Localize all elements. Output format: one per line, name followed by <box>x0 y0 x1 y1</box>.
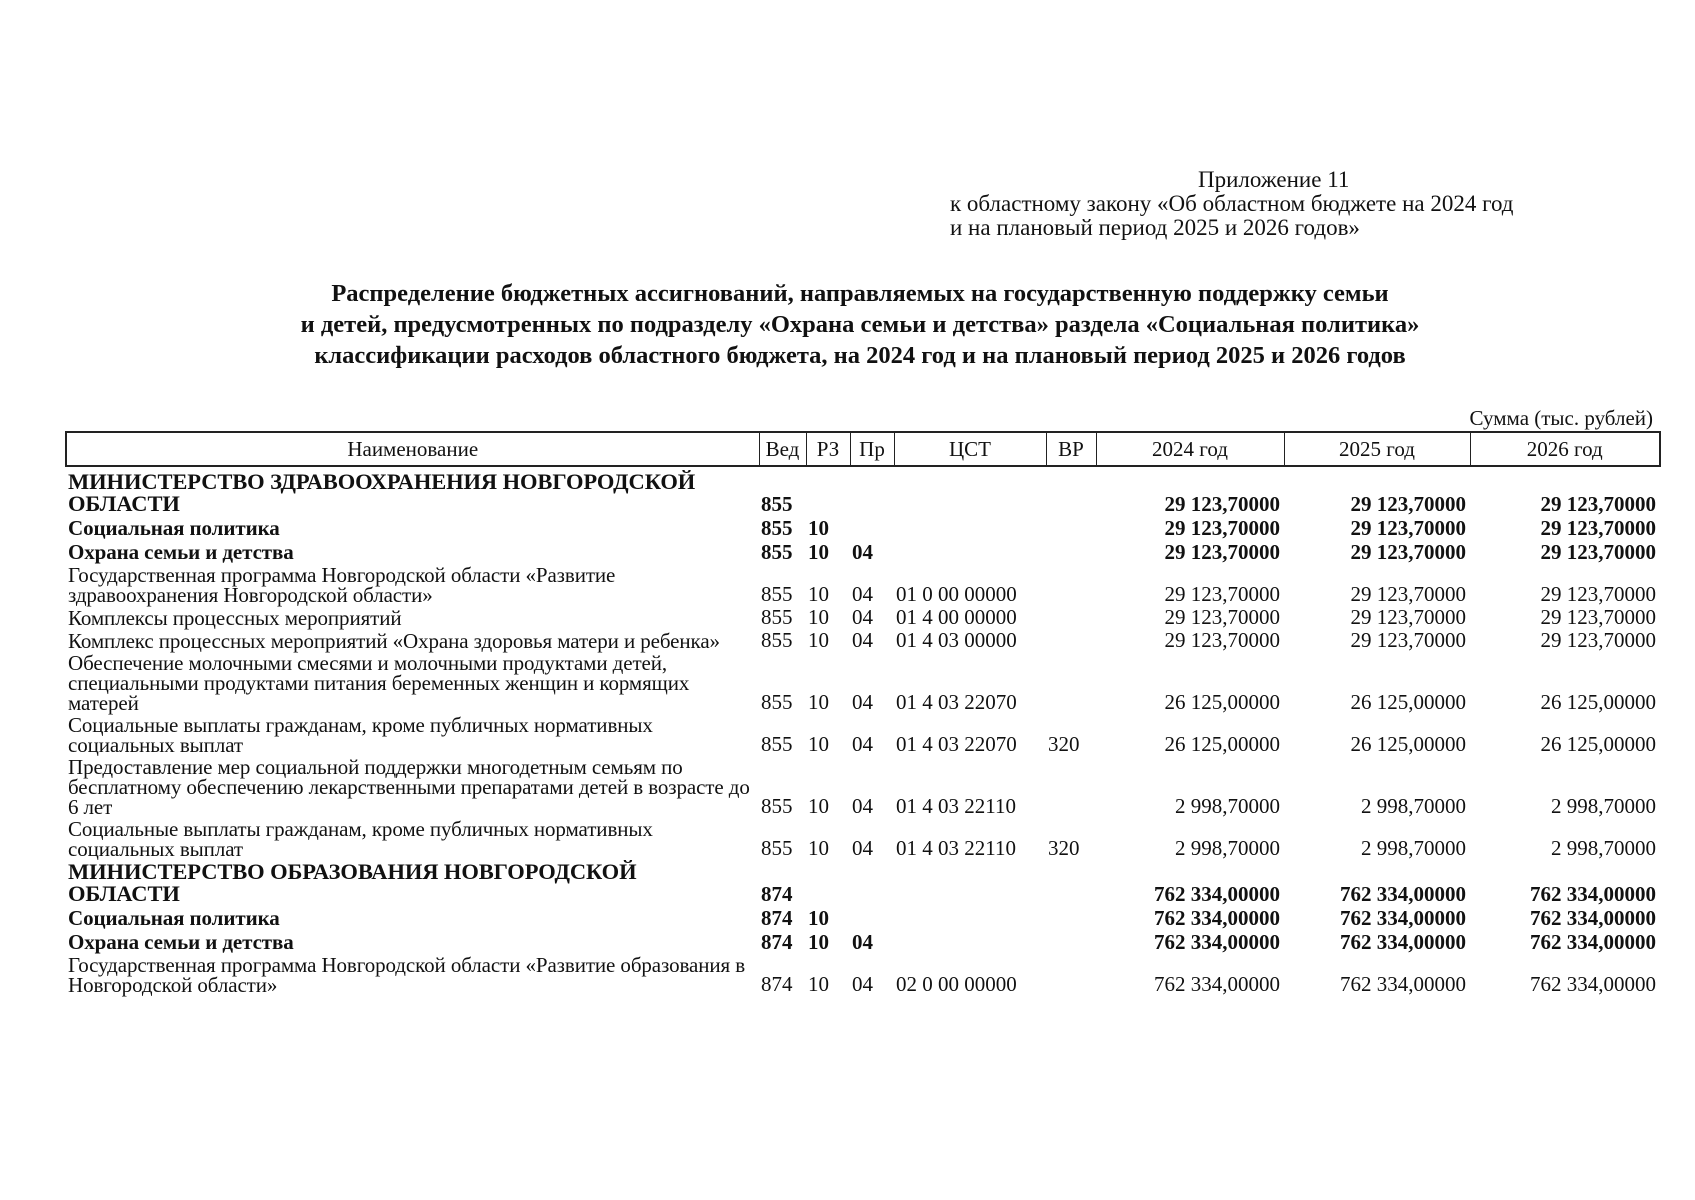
table-row <box>66 565 1660 607</box>
row-2026: 29 123,70000 <box>1540 540 1656 564</box>
table-row <box>66 715 1660 757</box>
row-vr <box>1046 541 1096 565</box>
row-name: Обеспечение молочными смесями и молочными продуктами детей, специальными продуктами питания беременных женщин и кормящих матерей <box>68 651 690 715</box>
row-rz: 10 <box>808 906 829 930</box>
header-pr: Пр <box>850 432 894 466</box>
row-2025: 2 998,70000 <box>1361 836 1466 860</box>
row-pr: 04 <box>852 582 873 606</box>
header-2025: 2025 год <box>1284 432 1470 466</box>
row-vr <box>1046 466 1096 517</box>
row-2025: 29 123,70000 <box>1350 582 1466 606</box>
row-name: Охрана семьи и детства <box>68 540 294 564</box>
row-2024: 29 123,70000 <box>1164 582 1280 606</box>
row-2024: 29 123,70000 <box>1164 540 1280 564</box>
row-2024: 26 125,00000 <box>1164 690 1280 714</box>
row-rz: 10 <box>808 582 829 606</box>
row-2026: 29 123,70000 <box>1540 516 1656 540</box>
table-row <box>66 955 1660 997</box>
header-2026: 2026 год <box>1470 432 1660 466</box>
row-name: МИНИСТЕРСТВО ЗДРАВООХРАНЕНИЯ НОВГОРОДСКОЙ ОБЛАСТИ <box>68 469 696 516</box>
row-cst <box>894 517 1046 541</box>
row-2026: 2 998,70000 <box>1551 836 1656 860</box>
row-ved: 855 <box>761 836 793 860</box>
row-rz: 10 <box>808 628 829 652</box>
row-2026: 29 123,70000 <box>1540 582 1656 606</box>
row-ved: 855 <box>761 582 793 606</box>
row-cst: 01 4 03 22070 <box>896 732 1017 756</box>
header-rz: РЗ <box>806 432 850 466</box>
row-2025: 2 998,70000 <box>1361 794 1466 818</box>
row-ved: 855 <box>761 732 793 756</box>
row-2025: 29 123,70000 <box>1350 605 1466 629</box>
row-2025: 29 123,70000 <box>1350 628 1466 652</box>
table-row <box>66 819 1660 861</box>
row-pr: 04 <box>852 930 873 954</box>
table-body <box>66 466 1660 997</box>
row-2025: 762 334,00000 <box>1340 930 1466 954</box>
row-ved: 855 <box>761 492 793 516</box>
row-cst: 01 4 03 00000 <box>896 628 1017 652</box>
row-name: Социальная политика <box>68 516 280 540</box>
document-title-line-3: классификации расходов областного бюджета, на 2024 год и на плановый период 2025 и 2026 годов <box>314 342 1406 369</box>
document-title-line-1: Распределение бюджетных ассигнований, направляемых на государственную поддержку семьи <box>331 280 1389 307</box>
appendix-header <box>950 168 1514 240</box>
row-2024: 29 123,70000 <box>1164 605 1280 629</box>
units-label: Сумма (тыс. рублей) <box>1469 406 1653 430</box>
row-2025: 762 334,00000 <box>1340 906 1466 930</box>
row-vr: 320 <box>1048 732 1080 756</box>
row-name: Предоставление мер социальной поддержки многодетным семьям по бесплатному обеспечению лекарственными препаратами детей в возрасте до 6 лет <box>68 755 750 819</box>
appendix-line-2: и на плановый период 2025 и 2026 годов» <box>950 215 1360 240</box>
row-cst <box>894 907 1046 931</box>
row-2026: 26 125,00000 <box>1540 732 1656 756</box>
row-2025: 26 125,00000 <box>1350 690 1466 714</box>
row-name: МИНИСТЕРСТВО ОБРАЗОВАНИЯ НОВГОРОДСКОЙ ОБЛАСТИ <box>68 859 637 906</box>
row-2025: 29 123,70000 <box>1350 516 1466 540</box>
row-cst: 01 4 03 22110 <box>896 794 1016 818</box>
row-cst <box>894 861 1046 907</box>
row-vr <box>1046 907 1096 931</box>
row-2024: 29 123,70000 <box>1164 516 1280 540</box>
table-row <box>66 861 1660 907</box>
row-2025: 29 123,70000 <box>1350 540 1466 564</box>
row-2026: 762 334,00000 <box>1530 972 1656 996</box>
row-name: Комплекс процессных мероприятий «Охрана здоровья матери и ребенка» <box>68 629 720 653</box>
header-cst: ЦСТ <box>894 432 1046 466</box>
row-pr: 04 <box>852 628 873 652</box>
row-2024: 762 334,00000 <box>1154 930 1280 954</box>
row-rz: 10 <box>808 732 829 756</box>
row-ved: 874 <box>761 930 793 954</box>
row-2025: 762 334,00000 <box>1340 882 1466 906</box>
row-rz: 10 <box>808 690 829 714</box>
row-2025: 29 123,70000 <box>1350 492 1466 516</box>
row-2024: 2 998,70000 <box>1175 794 1280 818</box>
row-cst: 01 4 03 22070 <box>896 690 1017 714</box>
row-pr: 04 <box>852 690 873 714</box>
row-2024: 26 125,00000 <box>1164 732 1280 756</box>
row-cst <box>894 541 1046 565</box>
appendix-title: Приложение 11 <box>1198 167 1350 192</box>
row-2025: 26 125,00000 <box>1350 732 1466 756</box>
row-rz <box>806 861 850 907</box>
row-2024: 762 334,00000 <box>1154 882 1280 906</box>
row-vr <box>1046 931 1096 955</box>
row-2024: 762 334,00000 <box>1154 972 1280 996</box>
row-name: Охрана семьи и детства <box>68 930 294 954</box>
row-rz: 10 <box>808 836 829 860</box>
appendix-line-1: к областному закону «Об областном бюджете на 2024 год <box>950 191 1514 216</box>
row-cst: 01 4 00 00000 <box>896 605 1017 629</box>
row-2024: 2 998,70000 <box>1175 836 1280 860</box>
table-row <box>66 931 1660 955</box>
row-ved: 874 <box>761 972 793 996</box>
row-ved: 855 <box>761 628 793 652</box>
row-2024: 762 334,00000 <box>1154 906 1280 930</box>
row-2026: 29 123,70000 <box>1540 605 1656 629</box>
budget-table <box>65 431 1661 997</box>
row-ved: 874 <box>761 882 793 906</box>
row-pr: 04 <box>852 605 873 629</box>
header-vr: ВР <box>1046 432 1096 466</box>
table-header-row <box>66 432 1660 466</box>
row-rz: 10 <box>808 930 829 954</box>
row-name: Социальные выплаты гражданам, кроме публичных нормативных социальных выплат <box>68 713 653 757</box>
row-pr: 04 <box>852 732 873 756</box>
row-name: Государственная программа Новгородской области «Развитие здравоохранения Новгородской области» <box>68 563 616 607</box>
header-ved: Вед <box>759 432 806 466</box>
row-cst <box>894 466 1046 517</box>
row-cst: 02 0 00 00000 <box>896 972 1017 996</box>
table-row <box>66 757 1660 819</box>
row-pr: 04 <box>852 540 873 564</box>
row-vr <box>1046 565 1096 607</box>
table-row <box>66 466 1660 517</box>
row-2026: 2 998,70000 <box>1551 794 1656 818</box>
row-vr <box>1046 955 1096 997</box>
table-row <box>66 607 1660 630</box>
document-title-line-2: и детей, предусмотренных по подразделу «Охрана семьи и детства» раздела «Социальная политика» <box>300 311 1420 338</box>
row-name: Государственная программа Новгородской области «Развитие образования в Новгородской области» <box>68 953 746 997</box>
document-title <box>140 278 1580 371</box>
row-2026: 762 334,00000 <box>1530 906 1656 930</box>
table-row <box>66 517 1660 541</box>
row-cst: 01 4 03 22110 <box>896 836 1016 860</box>
row-2026: 29 123,70000 <box>1540 628 1656 652</box>
row-rz: 10 <box>808 605 829 629</box>
table-row <box>66 630 1660 653</box>
row-vr: 320 <box>1048 836 1080 860</box>
row-ved: 855 <box>761 794 793 818</box>
row-vr <box>1046 607 1096 630</box>
row-pr <box>850 466 894 517</box>
row-2026: 762 334,00000 <box>1530 930 1656 954</box>
row-rz: 10 <box>808 972 829 996</box>
header-2024: 2024 год <box>1096 432 1284 466</box>
row-rz: 10 <box>808 516 829 540</box>
row-pr <box>850 907 894 931</box>
row-2026: 26 125,00000 <box>1540 690 1656 714</box>
row-ved: 855 <box>761 540 793 564</box>
row-vr <box>1046 861 1096 907</box>
row-cst <box>894 931 1046 955</box>
table-row <box>66 907 1660 931</box>
row-pr <box>850 861 894 907</box>
row-pr: 04 <box>852 794 873 818</box>
row-pr: 04 <box>852 972 873 996</box>
row-ved: 855 <box>761 690 793 714</box>
row-vr <box>1046 757 1096 819</box>
row-vr <box>1046 653 1096 715</box>
row-name: Социальные выплаты гражданам, кроме публичных нормативных социальных выплат <box>68 817 653 861</box>
row-rz: 10 <box>808 540 829 564</box>
row-pr: 04 <box>852 836 873 860</box>
row-2025: 762 334,00000 <box>1340 972 1466 996</box>
row-cst: 01 0 00 00000 <box>896 582 1017 606</box>
row-name: Комплексы процессных мероприятий <box>68 606 402 630</box>
row-2024: 29 123,70000 <box>1164 492 1280 516</box>
row-2026: 29 123,70000 <box>1540 492 1656 516</box>
row-ved: 855 <box>761 605 793 629</box>
row-rz <box>806 466 850 517</box>
row-ved: 874 <box>761 906 793 930</box>
row-vr <box>1046 517 1096 541</box>
table-row <box>66 653 1660 715</box>
row-rz: 10 <box>808 794 829 818</box>
header-name: Наименование <box>66 432 759 466</box>
row-vr <box>1046 630 1096 653</box>
row-name: Социальная политика <box>68 906 280 930</box>
row-ved: 855 <box>761 516 793 540</box>
row-2026: 762 334,00000 <box>1530 882 1656 906</box>
row-pr <box>850 517 894 541</box>
table-row <box>66 541 1660 565</box>
row-2024: 29 123,70000 <box>1164 628 1280 652</box>
